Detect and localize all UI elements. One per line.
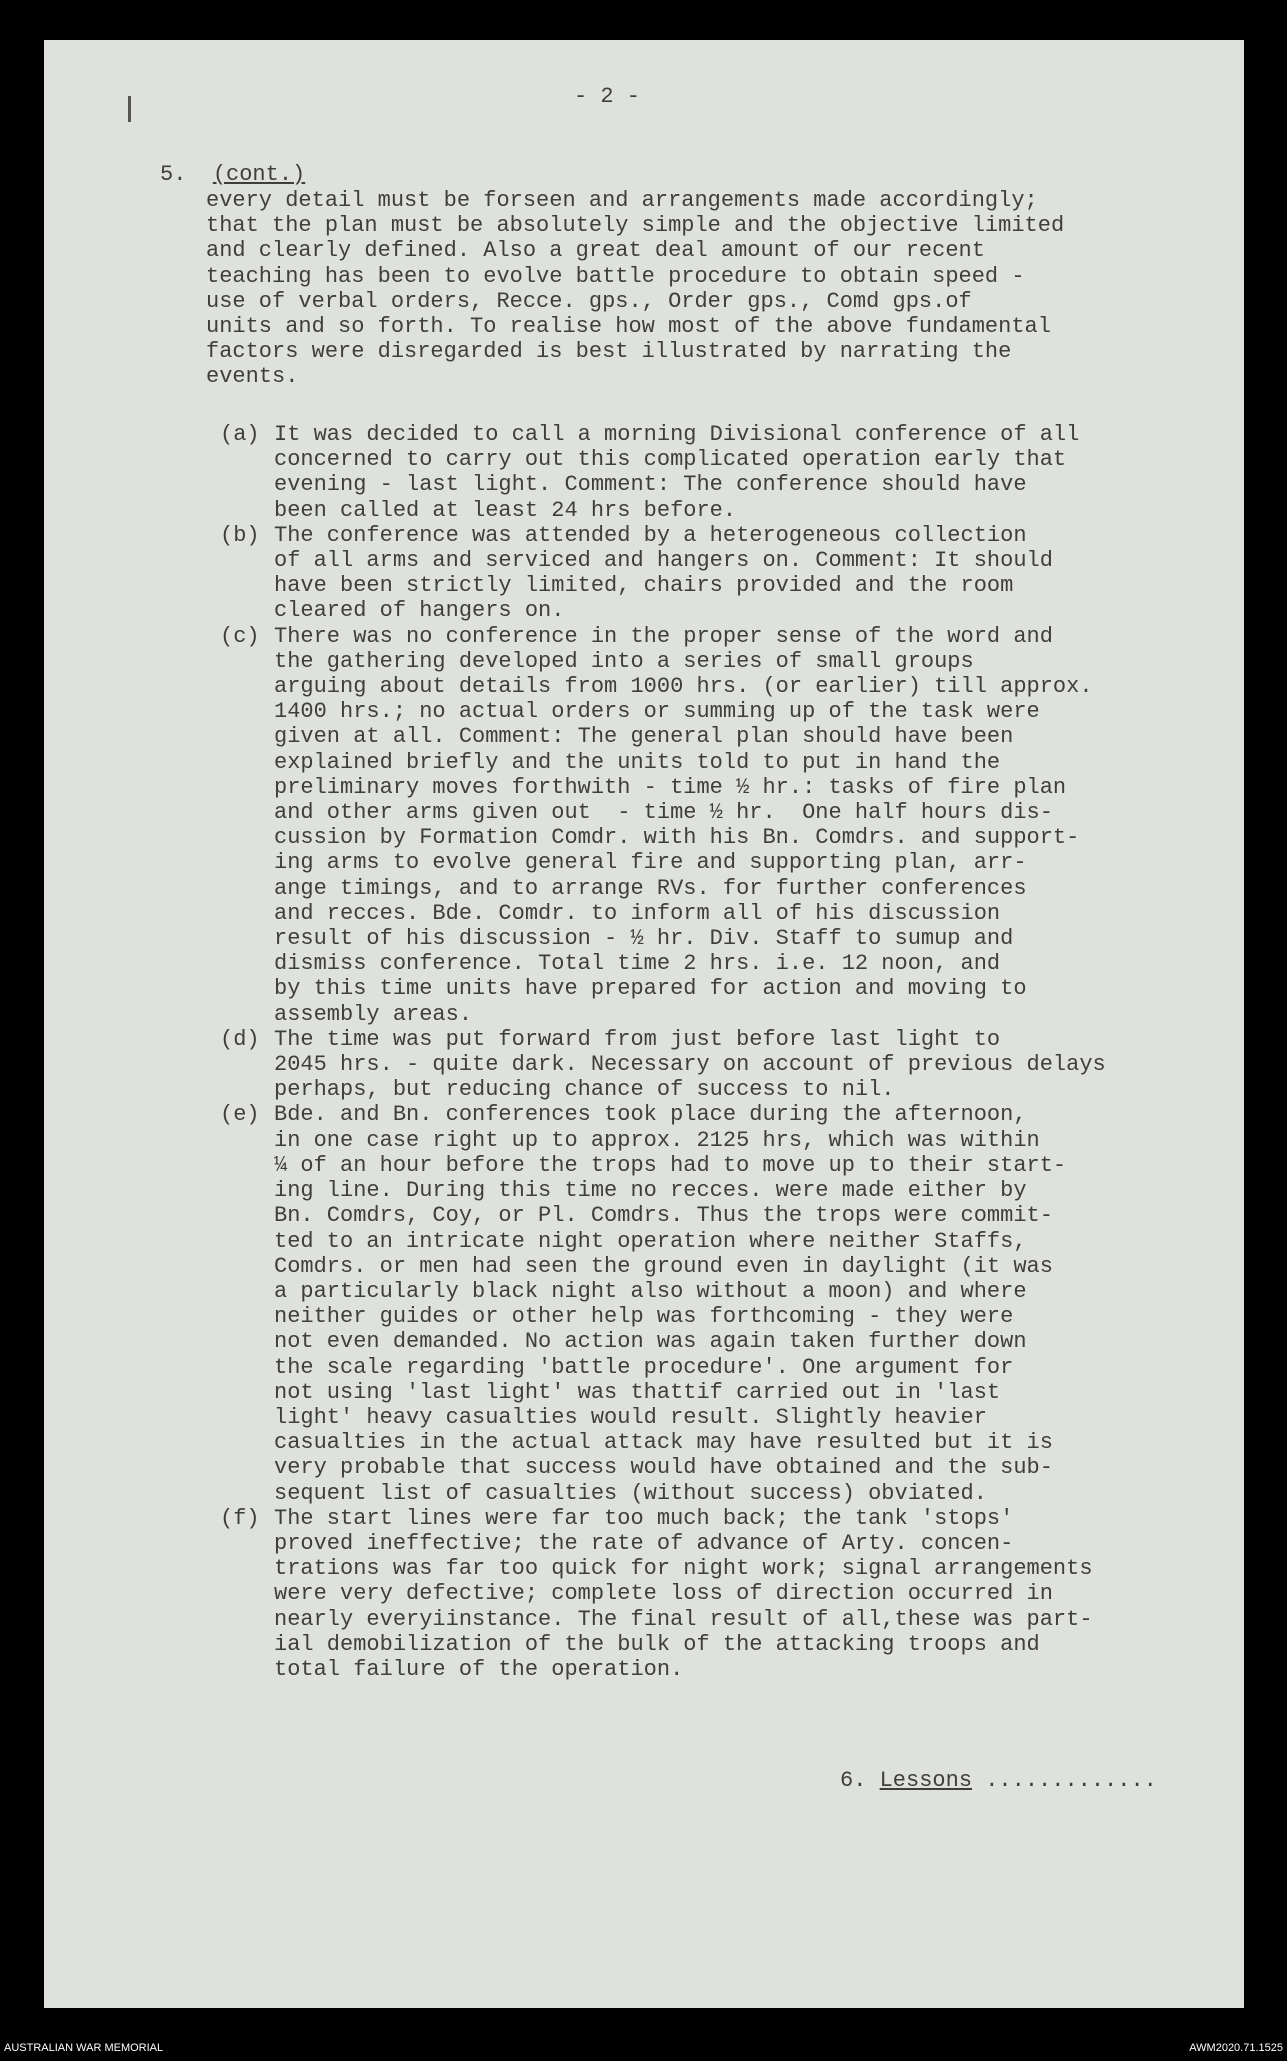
item-line: evening - last light. Comment: The conference should have	[274, 472, 1027, 498]
item-line: The conference was attended by a heterogeneous collection	[274, 522, 1027, 548]
intro-line: events.	[206, 364, 299, 390]
item-line: It was decided to call a morning Divisional conference of all	[274, 422, 1080, 447]
item-line: trations was far too quick for night work; signal arrangements	[274, 1556, 1093, 1582]
item-line: ted to an intricate night operation where neither Staffs,	[274, 1228, 1027, 1254]
item-body	[274, 422, 1106, 523]
item-label: (e)	[220, 1102, 260, 1128]
item-d	[220, 1026, 1106, 1103]
item-line: preliminary moves forthwith - time ½ hr.: tasks of fire plan	[274, 774, 1067, 800]
item-label: (b)	[220, 522, 260, 548]
item-list	[220, 422, 1106, 1682]
item-line: the gathering developed into a series of small groups	[274, 648, 974, 674]
item-line: light' heavy casualties would result. Slightly heavier	[274, 1404, 987, 1430]
item-line: in one case right up to approx. 2125 hrs, which was within	[274, 1127, 1040, 1153]
item-body	[274, 1102, 1106, 1505]
next-section-leader: .............	[972, 1768, 1157, 1793]
item-label: (f)	[220, 1505, 260, 1531]
item-line: arguing about details from 1000 hrs. (or earlier) till approx.	[274, 674, 1093, 700]
item-line: a particularly black night also without a moon) and where	[274, 1278, 1027, 1304]
item-label: (c)	[220, 623, 260, 649]
item-line: cleared of hangers on.	[274, 598, 565, 624]
section-5-heading	[160, 162, 305, 187]
document-page	[44, 40, 1244, 2008]
item-line: dismiss conference. Total time 2 hrs. i.e. 12 noon, and	[274, 951, 1001, 977]
item-e	[220, 1102, 1067, 1506]
item-line: and other arms given out - time ½ hr. One half hours dis-	[274, 800, 1053, 826]
item-line: ¼ of an hour before the trops had to move up to their start-	[274, 1152, 1067, 1178]
item-line: 1400 hrs.; no actual orders or summing up of the task were	[274, 699, 1040, 725]
item-line: not using 'last light' was thattif carried out in 'last	[274, 1379, 1001, 1405]
item-line: and recces. Bde. Comdr. to inform all of his discussion	[274, 900, 1001, 926]
item-line: sequent list of casualties (without success) obviated.	[274, 1480, 987, 1506]
item-line: very probable that success would have obtained and the sub-	[274, 1455, 1053, 1481]
item-line: ing arms to evolve general fire and supporting plan, arr-	[274, 850, 1027, 876]
intro-paragraph	[206, 188, 1064, 390]
item-line: Bn. Comdrs, Coy, or Pl. Comdrs. Thus the trops were commit-	[274, 1203, 1053, 1229]
item-line: been called at least 24 hrs before.	[274, 497, 737, 523]
page-number: - 2 -	[574, 84, 641, 109]
item-line: Bde. and Bn. conferences took place during the afternoon,	[274, 1102, 1027, 1128]
item-line: explained briefly and the units told to put in hand the	[274, 749, 1001, 775]
margin-mark	[128, 96, 131, 122]
item-a	[220, 422, 1080, 523]
item-line: total failure of the operation.	[274, 1656, 684, 1682]
next-section-title: Lessons	[879, 1768, 973, 1793]
item-line: given at all. Comment: The general plan should have been	[274, 724, 1014, 750]
item-c	[220, 623, 1093, 1027]
item-line: The start lines were far too much back; the tank 'stops'	[274, 1505, 1014, 1531]
item-line: ange timings, and to arrange RVs. for further conferences	[274, 875, 1027, 901]
intro-line: units and so forth. To realise how most of the above fundamental	[206, 314, 1051, 340]
item-body	[274, 1027, 1106, 1103]
item-line: neither guides or other help was forthcoming - they were	[274, 1304, 1014, 1330]
item-line: perhaps, but reducing chance of success to nil.	[274, 1077, 895, 1103]
item-line: nearly everyiinstance. The final result of all,these was part-	[274, 1606, 1093, 1632]
item-label: (d)	[220, 1026, 260, 1052]
item-line: 2045 hrs. - quite dark. Necessary on account of previous delays	[274, 1052, 1106, 1078]
item-line: cussion by Formation Comdr. with his Bn. Comdrs. and support-	[274, 825, 1080, 851]
item-line: There was no conference in the proper sense of the word and	[274, 623, 1053, 649]
intro-line: that the plan must be absolutely simple and the objective limited	[206, 213, 1065, 239]
intro-line: factors were disregarded is best illustrated by narrating the	[206, 339, 1012, 365]
item-line: not even demanded. No action was again taken further down	[274, 1329, 1027, 1355]
item-line: have been strictly limited, chairs provided and the room	[274, 573, 1014, 599]
section-number: 5.	[160, 162, 187, 187]
item-line: concerned to carry out this complicated operation early that	[274, 447, 1067, 473]
item-line: by this time units have prepared for action and moving to	[274, 976, 1027, 1002]
footer-institution: AUSTRALIAN WAR MEMORIAL	[4, 2042, 164, 2054]
item-body	[274, 523, 1106, 624]
item-line: Comdrs. or men had seen the ground even in daylight (it was	[274, 1253, 1053, 1279]
item-line: result of his discussion - ½ hr. Div. Staff to sumup and	[274, 926, 1014, 952]
item-line: proved ineffective; the rate of advance of Arty. concen-	[274, 1530, 1014, 1556]
item-line: were very defective; complete loss of direction occurred in	[274, 1581, 1053, 1607]
item-body	[274, 624, 1106, 1027]
section-heading-text: (cont.)	[212, 162, 306, 187]
next-section-number: 6.	[840, 1768, 867, 1793]
item-line: the scale regarding 'battle procedure'. One argument for	[274, 1354, 1014, 1380]
footer-reference: AWM2020.71.1525	[1189, 2042, 1283, 2054]
item-f	[220, 1505, 1093, 1682]
item-line: ial demobilization of the bulk of the attacking troops and	[274, 1631, 1040, 1657]
item-b	[220, 523, 1052, 624]
item-line: casualties in the actual attack may have resulted but it is	[274, 1430, 1053, 1456]
intro-line: and clearly defined. Also a great deal amount of our recent	[206, 238, 985, 264]
item-line: ing line. During this time no recces. were made either by	[274, 1178, 1027, 1204]
intro-line: teaching has been to evolve battle procedure to obtain speed -	[206, 263, 1025, 289]
item-body	[274, 1506, 1106, 1682]
next-section-heading	[840, 1768, 1157, 1793]
intro-line: use of verbal orders, Recce. gps., Order gps., Comd gps.of	[206, 288, 972, 314]
intro-line: every detail must be forseen and arrangements made accordingly;	[206, 188, 1038, 213]
item-line: The time was put forward from just before last light to	[274, 1026, 1001, 1052]
item-line: of all arms and serviced and hangers on. Comment: It should	[274, 548, 1053, 574]
item-line: assembly areas.	[274, 1001, 473, 1027]
item-label: (a)	[220, 422, 260, 447]
